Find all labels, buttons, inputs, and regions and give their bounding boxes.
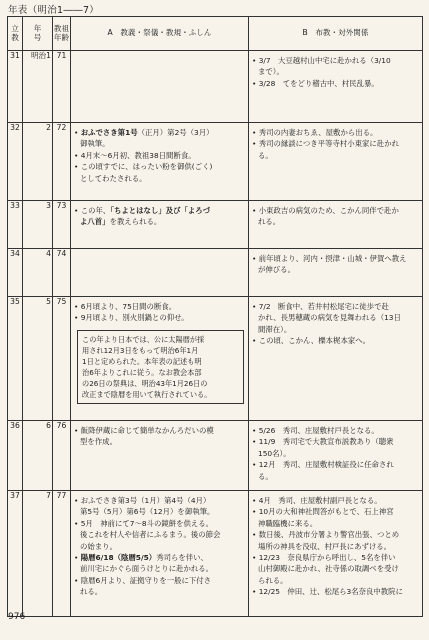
a-line: の始まり。 <box>80 541 117 551</box>
a-line: 第5号（5月）第6号（12月）を御執筆。 <box>80 507 215 517</box>
b-line: • 7/2 断食中、若井村松尾宅に徒歩で赴 <box>252 302 389 311</box>
a-line: • 9月頃より、別火別鍋との仰せ。 <box>74 313 189 323</box>
b-line: 間滞在）。 <box>258 324 292 334</box>
era-year: 7 <box>23 491 53 617</box>
a-line: れる。 <box>80 587 103 597</box>
col-nengo-line1: 年 <box>33 24 42 34</box>
table-row <box>8 297 423 421</box>
b-line: • 3/7 大豆越村山中宅に赴かれる（3/10 <box>252 56 391 65</box>
cell-b-content <box>249 491 422 600</box>
b-line: 神職臨機に来る。 <box>258 518 318 528</box>
cell-a-doctrine <box>71 297 249 421</box>
col-a-header: A 教義・祭儀・教規・ふしん <box>71 17 249 51</box>
cell-a-doctrine <box>71 249 249 297</box>
cell-a-content <box>71 201 248 230</box>
rikkyo-year: 37 <box>8 491 23 617</box>
chronology-table <box>7 16 423 617</box>
col-rikkyo-header <box>8 17 23 51</box>
rikkyo-year: 34 <box>8 249 23 297</box>
calendar-note-box <box>77 330 244 404</box>
a-line: よ八首」を教えられる。 <box>80 217 162 227</box>
note-line: 1日と定められた。本年表の記述も明 <box>82 356 202 366</box>
note-line: この年より日本では、公に太陽暦が採 <box>82 334 205 344</box>
col-nengo-header <box>23 17 53 51</box>
table-row <box>8 249 423 297</box>
era-year: 2 <box>23 123 53 201</box>
cell-b-missionary <box>249 123 423 201</box>
cell-a-doctrine <box>71 123 249 201</box>
col-rikkyo-line2: 教 <box>11 32 19 42</box>
a-line: • 陽暦6/18（陰暦5/5）秀司らを伴い、 <box>74 553 208 563</box>
b-line: • 前年頃より、河内・摂津・山城・伊賀へ教え <box>252 254 407 263</box>
b-line: • 数日後、丹波市分署より警官出張、つとめ <box>252 530 400 540</box>
col-nengo-line2: 号 <box>33 32 42 42</box>
cell-b-missionary <box>249 249 423 297</box>
b-line: が伸びる。 <box>258 265 295 275</box>
cell-b-missionary <box>249 491 423 617</box>
era-year: 3 <box>23 201 53 249</box>
a-line: • この年、「ちよとはなし」及び「よろづ <box>74 206 210 215</box>
rikkyo-year: 33 <box>8 201 23 249</box>
col-b-header: B 布教・対外関係 <box>249 17 423 51</box>
a-line: 前川宅にかぐら面うけとりに赴かれる。 <box>80 564 214 574</box>
era-year: 5 <box>23 297 53 421</box>
a-line: • 陰暦6月より、証拠守りを一般に下付さ <box>74 575 212 585</box>
a-line: としてわたされる。 <box>80 173 147 183</box>
a-line: • この頃すでに、はったい粉を御供(ごく) <box>74 162 213 172</box>
note-line: 用され12月3日をもって明治6年1月 <box>82 345 199 355</box>
col-age-header <box>53 17 71 51</box>
b-line: • 秀司の内妻おちゑ、屋敷から出る。 <box>252 128 378 137</box>
b-line: 場所の神具を没収、村戸長にあずける。 <box>258 541 392 551</box>
cell-b-content <box>249 249 422 278</box>
a-line: 後これを村人や信者にふるまう。後の節会 <box>80 530 221 540</box>
a-line: • 飯降伊蔵に命じて簡単なかんろだいの模 <box>74 426 214 435</box>
b-line: • この頃、こかん、櫟本梶本家へ。 <box>252 336 371 346</box>
b-line: る。 <box>258 150 273 160</box>
cell-b-content <box>249 201 422 230</box>
table-header-row <box>8 17 423 51</box>
table-row <box>8 491 423 617</box>
rikkyo-year: 36 <box>8 421 23 491</box>
founder-age: 74 <box>53 249 71 297</box>
b-line: まで）。 <box>258 67 284 77</box>
cell-a-content <box>71 297 248 326</box>
era-year: 明治1 <box>23 51 53 123</box>
founder-age: 75 <box>53 297 71 421</box>
b-line: • 4月 秀司、庄屋敷村副戸長となる。 <box>252 496 382 505</box>
a-line: • 6月頃より、75日間の断食。 <box>74 302 177 311</box>
cell-a-doctrine <box>71 491 249 617</box>
a-line: • 5月 神前にて7～8斗の鏡餅を供える。 <box>74 518 214 528</box>
table-row <box>8 421 423 491</box>
rikkyo-year: 31 <box>8 51 23 123</box>
a-line: 型を作成。 <box>80 437 117 447</box>
cell-a-doctrine <box>71 201 249 249</box>
cell-b-content <box>249 421 422 484</box>
col-age-line1: 教祖 <box>53 24 70 34</box>
a-line: • 4月末～6月初、教祖38日間断食。 <box>74 150 196 160</box>
table-row <box>8 123 423 201</box>
b-line: • 3/28 てをどり稽古中、村民乱暴。 <box>252 78 379 88</box>
cell-a-content <box>71 491 248 600</box>
founder-age: 76 <box>53 421 71 491</box>
a-line: • おふでさき第3号（1月）第4号（4月） <box>74 496 211 505</box>
b-line: • 小東政吉の病気のため、こかん同伴で赴か <box>252 206 399 215</box>
b-line: かれ、長男穂蔵の病気を見舞われる（13日 <box>258 313 401 323</box>
b-line: • 11/9 秀司宅で大教宣布説教あり（聴衆 <box>252 437 394 447</box>
cell-a-doctrine <box>71 421 249 491</box>
b-line: られる。 <box>258 575 288 585</box>
era-year: 6 <box>23 421 53 491</box>
cell-b-missionary <box>249 201 423 249</box>
b-line: • 10月の大和神社問答がもとで、石上神宮 <box>252 507 394 517</box>
rikkyo-year: 32 <box>8 123 23 201</box>
founder-age: 71 <box>53 51 71 123</box>
b-line: • 秀司の縁談につき平等寺村小東家に赴かれ <box>252 139 399 149</box>
era-year: 4 <box>23 249 53 297</box>
b-line: る。 <box>258 471 273 481</box>
b-line: • 12/25 仲田、辻、松尾ら3名奈良中教院に <box>252 587 403 597</box>
cell-a-doctrine <box>71 51 249 123</box>
founder-age: 77 <box>53 491 71 617</box>
note-line: 改正まで陰暦を用いて執行されている。 <box>82 389 212 399</box>
note-line: の26日の祭典は、明治43年1月26日の <box>82 378 208 388</box>
cell-b-missionary <box>249 421 423 491</box>
founder-age: 73 <box>53 201 71 249</box>
a-line: • おふでさき第1号（正月）第2号（3月） <box>74 128 214 137</box>
b-line: • 12/23 奈良県庁から呼出し、5名を伴い <box>252 553 396 563</box>
cell-b-missionary <box>249 51 423 123</box>
b-line: • 12月 秀司、庄屋敷村検証役に任命され <box>252 460 394 470</box>
cell-a-content <box>71 51 248 57</box>
cell-b-content <box>249 51 422 91</box>
page-header: 年表（明治1――7） <box>8 5 100 16</box>
b-line: 山村御殿に赴かれ、社寺係の取調べを受け <box>258 564 399 574</box>
b-line: れる。 <box>258 217 281 227</box>
col-age-line2: 年齢 <box>53 32 70 42</box>
page-number: 976 <box>8 612 26 622</box>
cell-a-content <box>71 123 248 186</box>
cell-b-content <box>249 123 422 163</box>
b-line: 150名）。 <box>258 448 291 458</box>
cell-b-content <box>249 297 422 349</box>
cell-b-missionary <box>249 297 423 421</box>
b-line: • 5/26 秀司、庄屋敷村戸長となる。 <box>252 426 379 435</box>
founder-age: 72 <box>53 123 71 201</box>
table-row <box>8 51 423 123</box>
cell-a-content <box>71 249 248 255</box>
col-rikkyo-line1: 立 <box>11 24 19 34</box>
rikkyo-year: 35 <box>8 297 23 421</box>
note-line: 治6年よりこれに従う。なお教会本部 <box>82 367 202 377</box>
cell-a-content <box>71 421 248 450</box>
a-line: 御執筆。 <box>80 139 110 149</box>
table-row <box>8 201 423 249</box>
